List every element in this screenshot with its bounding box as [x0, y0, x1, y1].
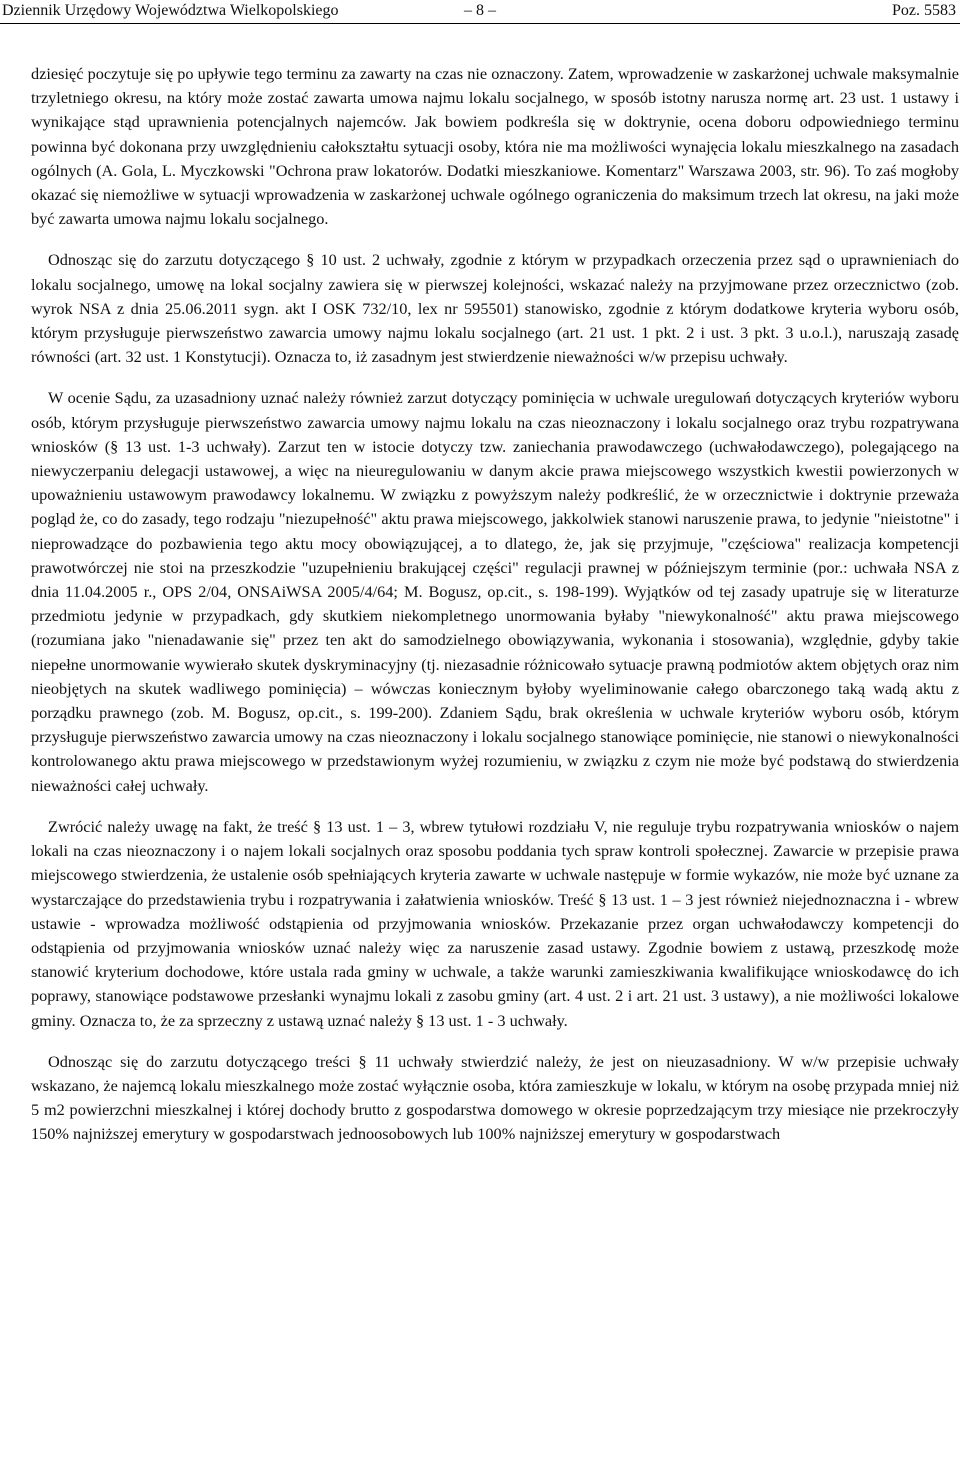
paragraph-5: Odnosząc się do zarzutu dotyczącego treści § 11 uchwały stwierdzić należy, że jest on nieuzasadniony. W w/w przepisie uchwały wskazano, że najemcą lokalu mieszkalnego może zostać wyłącznie osoba, która zamieszkuje w lokalu, w którym na osobę przypada mniej niż 5 m2 powierzchni mieszkalnej i której dochody brutto z gospodarstwa domowego w okresie poprzedzającym trzy miesiące nie przekroczyły 150% najniższej emerytury w gospodarstwach jednoosobowych lub 100% najniższej emerytury w gospodarstwach	[31, 1051, 959, 1144]
position-number: Poz. 5583	[892, 2, 956, 19]
page-number: – 8 –	[464, 2, 496, 19]
paragraph-3: W ocenie Sądu, za uzasadniony uznać należy również zarzut dotyczący pominięcia w uchwale uregulowań dotyczących kryteriów wyboru osób, którym przysługuje pierwszeństwo zawarcia umowy najmu lokalu na czas nieoznaczony i lokalu socjalnego oraz trybu rozpatrywana wniosków (§ 13 ust. 1-3 uchwały). Zarzut ten w istocie dotyczy tzw. zaniechania prawodawczego (uchwałodawczego), polegającego na niewyczerpaniu delegacji ustawowej, a więc na nieuregulowaniu w danym akcie prawa miejscowego wszystkich kwestii powierzonych w upoważnieniu ustawowym prawodawcy lokalnemu. W związku z powyższym należy podkreślić, że w orzecznictwie i doktrynie przeważa pogląd że, co do zasady, tego rodzaju "niezupełność" aktu prawa miejscowego, jakkolwiek stanowi naruszenie prawa, to jedynie "nieistotne" i nieprowadzące do pozbawienia tego aktu mocy obowiązującej, a to dlatego, że, jak się przyjmuje, "częściowa" realizacja kompetencji prawotwórczej nie stoi na przeszkodzie "uzupełnieniu brakującej części" regulacji prawnej w późniejszym terminie (por.: uchwała NSA z dnia 11.04.2005 r., OPS 2/04, ONSAiWSA 2005/4/64; M. Bogusz, op.cit., s. 198-199). Wyjątków od tej zasady upatruje się w literaturze przedmiotu jedynie w przypadkach, gdy skutkiem niekompletnego unormowania byłaby "niewykonalność" aktu prawa miejscowego (rozumiana jako "nienadawanie się" przez ten akt do samodzielnego obowiązywania, wykonania i stosowania), względnie, gdyby takie niepełne unormowanie wywierało skutek dyskryminacyjny (tj. niezasadnie różnicowało sytuacje prawną podmiotów aktem objętych oraz nim nieobjętych na skutek wadliwego pominięcia) – wówczas koniecznym byłoby wyeliminowanie całego obarczonego taką wadą aktu z porządku prawnego (zob. M. Bogusz, op.cit., s. 199-200). Zdaniem Sądu, brak określenia w uchwale kryteriów wyboru osób, którym przysługuje pierwszeństwo zawarcia umowy na czas nieoznaczony i lokalu socjalnego stanowiące pominięcie, nie stanowi o niewykonalności kontrolowanego aktu prawa miejscowego w przedstawionym wyżej rozumieniu, w związku z czym nie może być podstawą do stwierdzenia nieważności całej uchwały.	[31, 388, 959, 795]
paragraph-1: dziesięć poczytuje się po upływie tego terminu za zawarty na czas nie oznaczony. Zatem, wprowadzenie w zaskarżonej uchwale maksymalnie trzyletniego okresu, na który może zostać zawarta umowa najmu lokalu socjalnego, w sposób istotny narusza normę art. 23 ust. 1 ustawy i wynikające stąd uprawnienia potencjalnych najemców. Jak bowiem podkreśla się w doktrynie, ocena doboru odpowiedniego terminu powinna być dokonana przy uwzględnieniu całokształtu sytuacji osoby, która nie ma możliwości wynajęcia lokalu mieszkalnego na zasadach ogólnych (A. Gola, L. Myczkowski "Ochrona praw lokatorów. Dodatki mieszkaniowe. Komentarz" Warszawa 2003, str. 96). To zaś mogłoby okazać się niemożliwe w sytuacji wprowadzenia w zaskarżonej uchwale ogólnego ograniczenia do maksimum trzech lat okresu, na jaki może być zawarta umowa najmu lokalu socjalnego.	[31, 64, 959, 229]
paragraph-2: Odnosząc się do zarzutu dotyczącego § 10 ust. 2 uchwały, zgodnie z którym w przypadkach orzeczenia przez sąd o uprawnieniach do lokalu socjalnego, umowę na lokal socjalny zawiera się w pierwszej kolejności, wskazać należy na przyjmowane przez orzecznictwo (zob. wyrok NSA z dnia 25.06.2011 sygn. akt I OSK 732/10, lex nr 595501) stanowisko, zgodnie z którym dodatkowe kryteria wyboru osób, którym przysługuje pierwszeństwo zawarcia umowy najmu lokalu socjalnego (art. 21 ust. 1 pkt. 2 i ust. 3 pkt. 3 u.o.l.), naruszają zasadę równości (art. 32 ust. 1 Konstytucji). Oznacza to, iż zasadnym jest stwierdzenie nieważności w/w przepisu uchwały.	[31, 250, 959, 367]
journal-title: Dziennik Urzędowy Województwa Wielkopolskiego	[2, 2, 339, 19]
page-header	[0, 0, 960, 24]
document-body	[31, 62, 959, 1147]
paragraph-4: Zwrócić należy uwagę na fakt, że treść § 13 ust. 1 – 3, wbrew tytułowi rozdziału V, nie reguluje trybu rozpatrywania wniosków o najem lokali na czas nieoznaczony i o najem lokali socjalnych oraz sposobu poddania tych spraw kontroli społecznej. Zawarcie w przepisie prawa miejscowego stwierdzenia, że ustalenie osób spełniających kryteria zawarte w uchwale następuje w formie wykazów, nie może być uznane za wystarczające do przedstawienia trybu i rozpatrywania i załatwienia wniosków. Treść § 13 ust. 1 – 3 jest również niejednoznaczna i - wbrew ustawie - wprowadza możliwość odstąpienia od przyjmowania wniosków. Przekazanie przez organ uchwałodawczy kompetencji do odstąpienia od przyjmowania wniosków uznać należy więc za naruszenie zasad ustawy. Zgodnie bowiem z ustawą, przeszkodę może stanowić kryterium dochodowe, które ustala rada gminy w uchwale, a także warunki zamieszkiwania kwalifikujące wnioskodawcę do ich poprawy, stanowiące podstawowe przesłanki wynajmu lokali z zasobu gminy (art. 4 ust. 2 i art. 21 ust. 3 ustawy), a nie możliwości lokalowe gminy. Oznacza to, że za sprzeczny z ustawą uznać należy § 13 ust. 1 - 3 uchwały.	[31, 816, 959, 1030]
